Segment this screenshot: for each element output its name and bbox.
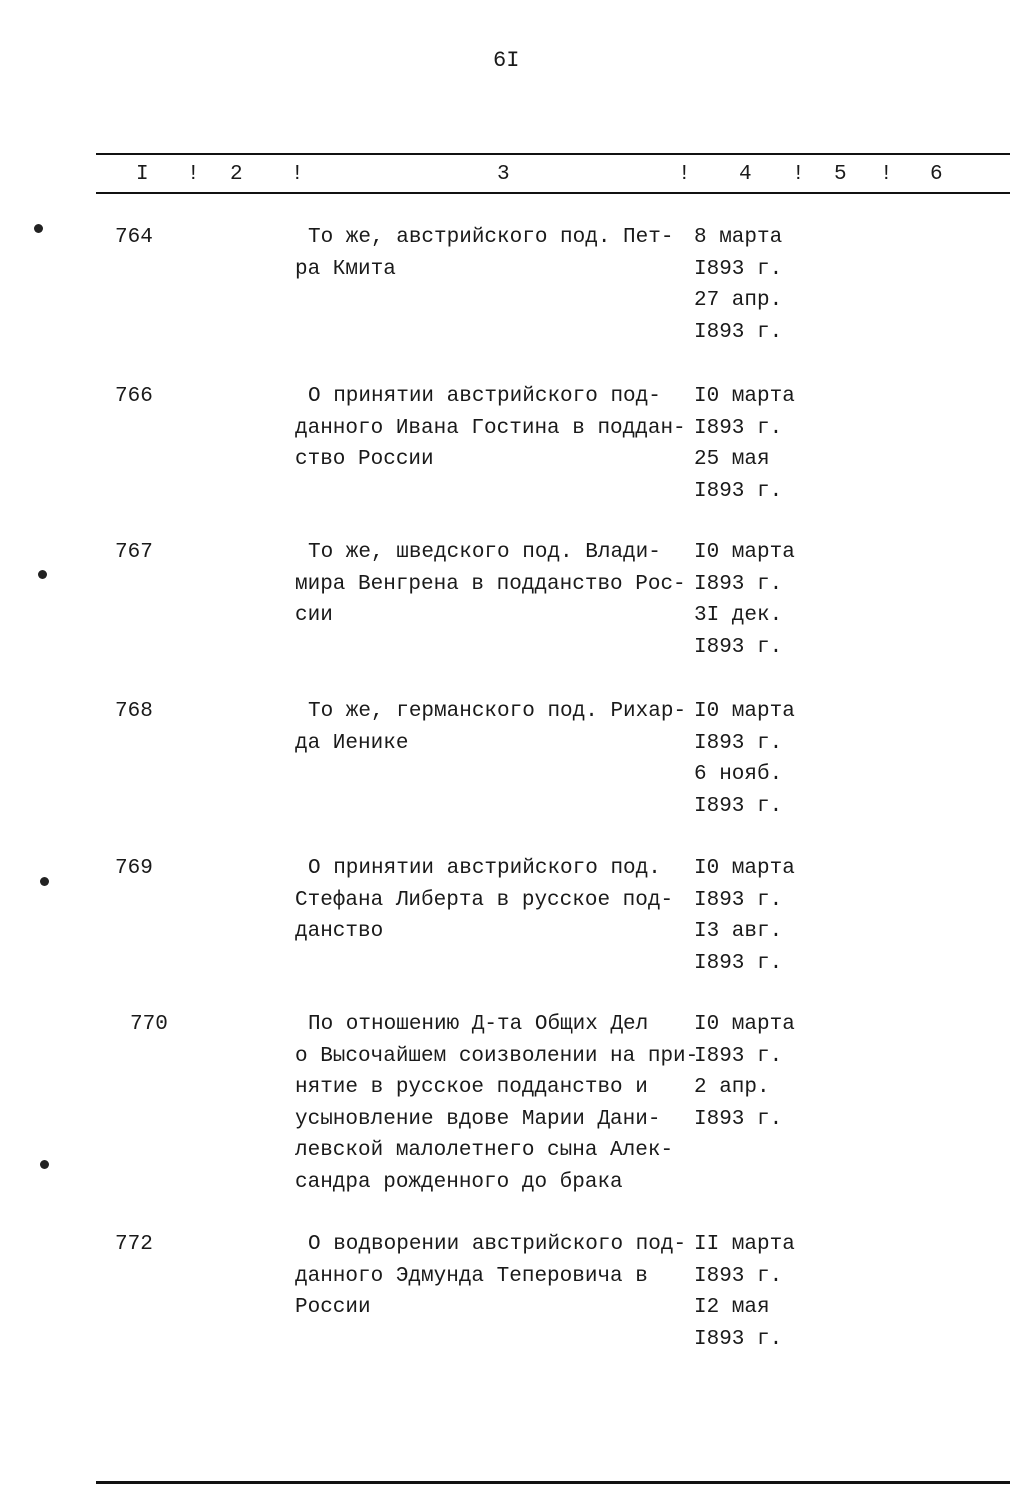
- column-separator: !: [187, 163, 200, 186]
- description-line: ра Кмита: [295, 257, 396, 281]
- description-line: О принятии австрийского под-: [308, 385, 661, 408]
- column-header-cell: I: [136, 163, 149, 186]
- date-line: I893 г.: [694, 1327, 783, 1351]
- date-line: I893 г.: [694, 951, 783, 975]
- description-line: усыновление вдове Марии Дани-: [295, 1107, 661, 1131]
- date-line: 8 марта: [694, 226, 783, 249]
- date-line: I893 г.: [694, 1264, 783, 1288]
- binding-hole-mark: [40, 877, 49, 886]
- description-line: левской малолетнего сына Алек-: [295, 1139, 674, 1162]
- date-line: I893 г.: [694, 794, 783, 818]
- description-line: О принятии австрийского под.: [308, 857, 661, 880]
- column-header-cell: 4: [739, 163, 752, 186]
- binding-hole-mark: [38, 570, 47, 579]
- row-number: 770: [130, 1013, 168, 1036]
- description-line: данного Ивана Гостина в поддан-: [295, 416, 686, 440]
- date-line: 27 апр.: [694, 289, 783, 312]
- description-line: нятие в русское подданство и: [295, 1076, 648, 1099]
- page-number: 6I: [493, 48, 520, 73]
- date-line: I893 г.: [694, 257, 783, 281]
- row-number: 767: [115, 541, 153, 564]
- description-line: да Иенике: [295, 731, 409, 755]
- date-line: I0 марта: [694, 857, 795, 880]
- row-number: 772: [115, 1233, 153, 1256]
- date-line: I0 марта: [694, 1013, 795, 1036]
- row-number: 768: [115, 700, 153, 723]
- description-line: О водворении австрийского под-: [308, 1233, 687, 1256]
- column-header-cell: 5: [834, 163, 847, 186]
- date-line: I893 г.: [694, 1044, 783, 1068]
- date-line: I893 г.: [694, 888, 783, 912]
- date-line: I893 г.: [694, 1107, 783, 1131]
- description-line: По отношению Д-та Общих Дел: [308, 1013, 649, 1036]
- date-line: I893 г.: [694, 320, 783, 344]
- description-line: То же, австрийского под. Пет-: [308, 226, 674, 249]
- date-line: I0 марта: [694, 541, 795, 564]
- date-line: 6 нояб.: [694, 763, 783, 786]
- description-line: мира Венгрена в подданство Рос-: [295, 572, 686, 596]
- date-line: I2 мая: [694, 1296, 770, 1319]
- date-line: I893 г.: [694, 416, 783, 440]
- binding-hole-mark: [34, 224, 43, 233]
- column-separator: !: [678, 163, 691, 186]
- date-line: II марта: [694, 1233, 795, 1256]
- description-line: данного Эдмунда Теперовича в: [295, 1264, 648, 1288]
- description-line: Стефана Либерта в русское под-: [295, 888, 674, 912]
- date-line: I0 марта: [694, 385, 795, 408]
- binding-hole-mark: [40, 1160, 49, 1169]
- column-header-cell: 6: [930, 163, 943, 186]
- date-line: I893 г.: [694, 479, 783, 503]
- date-line: I893 г.: [694, 635, 783, 659]
- row-number: 764: [115, 226, 153, 249]
- description-line: То же, германского под. Рихар-: [308, 700, 687, 723]
- header-bottom-rule: [96, 192, 1010, 194]
- date-line: 3I дек.: [694, 604, 783, 627]
- bottom-rule: [96, 1481, 1010, 1484]
- description-line: То же, шведского под. Влади-: [308, 541, 661, 564]
- description-line: данство: [295, 920, 384, 943]
- date-line: I893 г.: [694, 731, 783, 755]
- header-top-rule: [96, 153, 1010, 155]
- column-header-cell: 2: [230, 163, 243, 186]
- column-header-cell: 3: [497, 163, 510, 186]
- date-line: I0 марта: [694, 700, 795, 723]
- row-number: 769: [115, 857, 153, 880]
- column-separator: !: [291, 163, 304, 186]
- row-number: 766: [115, 385, 153, 408]
- description-line: сии: [295, 604, 333, 627]
- column-separator: !: [792, 163, 805, 186]
- date-line: I893 г.: [694, 572, 783, 596]
- description-line: сандра рожденного до брака: [295, 1170, 623, 1194]
- column-separator: !: [880, 163, 893, 186]
- description-line: России: [295, 1296, 371, 1319]
- date-line: 2 апр.: [694, 1076, 770, 1099]
- description-line: ство России: [295, 448, 434, 471]
- date-line: 25 мая: [694, 448, 770, 471]
- date-line: I3 авг.: [694, 920, 783, 943]
- description-line: о Высочайшем соизволении на при-: [295, 1044, 699, 1068]
